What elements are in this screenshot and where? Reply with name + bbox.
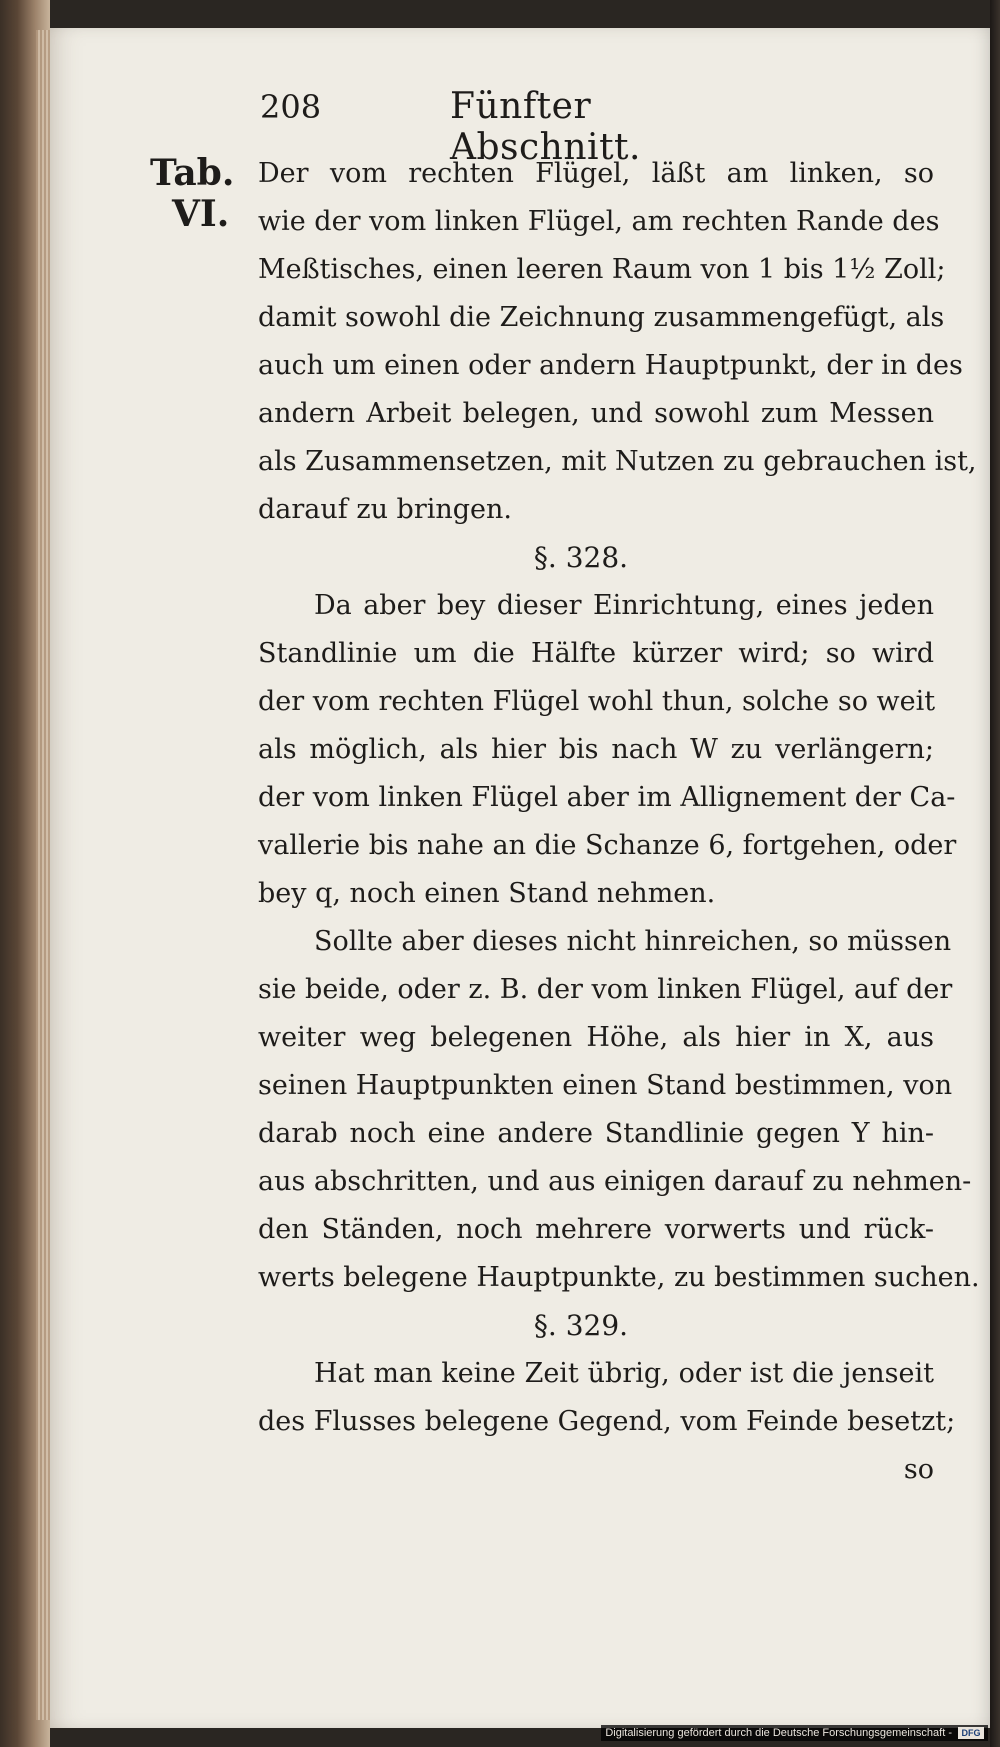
text-line: den Ständen, noch mehrere vorwerts und rück- bbox=[258, 1214, 934, 1245]
dfg-logo-icon: DFG bbox=[958, 1727, 984, 1739]
digitization-credit bbox=[601, 1725, 988, 1741]
paragraph-4 bbox=[258, 1350, 956, 1446]
text-line: vallerie bis nahe an die Schanze 6, fortgehen, oder bbox=[258, 830, 957, 861]
text-line: Sollte aber dieses nicht hinreichen, so müssen bbox=[314, 926, 952, 957]
page-stack-edges bbox=[36, 30, 50, 1720]
text-line: Meßtisches, einen leeren Raum von 1 bis 1½ Zoll; bbox=[258, 254, 946, 285]
text-line: andern Arbeit belegen, und sowohl zum Messen bbox=[258, 398, 934, 429]
page-number: 208 bbox=[260, 88, 322, 126]
credit-text: Digitalisierung gefördert durch die Deutsche Forschungsgemeinschaft - bbox=[605, 1727, 952, 1739]
text-line: auch um einen oder andern Hauptpunkt, der in des bbox=[258, 350, 963, 381]
text-line: als Zusammensetzen, mit Nutzen zu gebrauchen ist, bbox=[258, 446, 977, 477]
section-heading-329: §. 329. bbox=[533, 1309, 629, 1342]
text-line: damit sowohl die Zeichnung zusammengefügt, als bbox=[258, 302, 945, 333]
text-line: darab noch eine andere Standlinie gegen Y hin- bbox=[258, 1118, 934, 1149]
running-title: Fünfter Abschnitt. bbox=[450, 86, 641, 168]
text-line: werts belegene Hauptpunkte, zu bestimmen suchen. bbox=[258, 1262, 980, 1293]
text-line: der vom rechten Flügel wohl thun, solche so weit bbox=[258, 686, 936, 717]
margin-note bbox=[150, 152, 260, 234]
text-line: als möglich, als hier bis nach W zu verlängern; bbox=[258, 734, 934, 765]
scan-border bbox=[990, 0, 1000, 1747]
paragraph-3 bbox=[258, 918, 980, 1302]
text-line: bey q, noch einen Stand nehmen. bbox=[258, 878, 716, 909]
text-line: des Flusses belegene Gegend, vom Feinde besetzt; bbox=[258, 1406, 956, 1437]
text-line: Hat man keine Zeit übrig, oder ist die jenseit bbox=[314, 1358, 934, 1389]
margin-note-number: VI. bbox=[172, 193, 230, 235]
margin-note-tab: Tab. bbox=[150, 152, 235, 194]
text-line: aus abschritten, und aus einigen darauf zu nehmen- bbox=[258, 1166, 972, 1197]
body-text bbox=[258, 150, 980, 1494]
text-line: seinen Hauptpunkten einen Stand bestimmen, von bbox=[258, 1070, 953, 1101]
page-header bbox=[260, 80, 780, 168]
text-line: wie der vom linken Flügel, am rechten Rande des bbox=[258, 206, 940, 237]
text-line: weiter weg belegenen Höhe, als hier in X, aus bbox=[258, 1022, 934, 1053]
text-line: der vom linken Flügel aber im Allignement der Ca- bbox=[258, 782, 956, 813]
section-heading-328: §. 328. bbox=[533, 541, 629, 574]
paragraph-2 bbox=[258, 582, 957, 918]
paragraph-1 bbox=[258, 150, 977, 534]
text-line: sie beide, oder z. B. der vom linken Flügel, auf der bbox=[258, 974, 953, 1005]
text-line: darauf zu bringen. bbox=[258, 494, 512, 525]
text-line: Der vom rechten Flügel, läßt am linken, so bbox=[258, 158, 934, 189]
text-line: Standlinie um die Hälfte kürzer wird; so wird bbox=[258, 638, 934, 669]
catchword: so bbox=[903, 1454, 934, 1485]
text-line: Da aber bey dieser Einrichtung, eines jeden bbox=[314, 590, 934, 621]
